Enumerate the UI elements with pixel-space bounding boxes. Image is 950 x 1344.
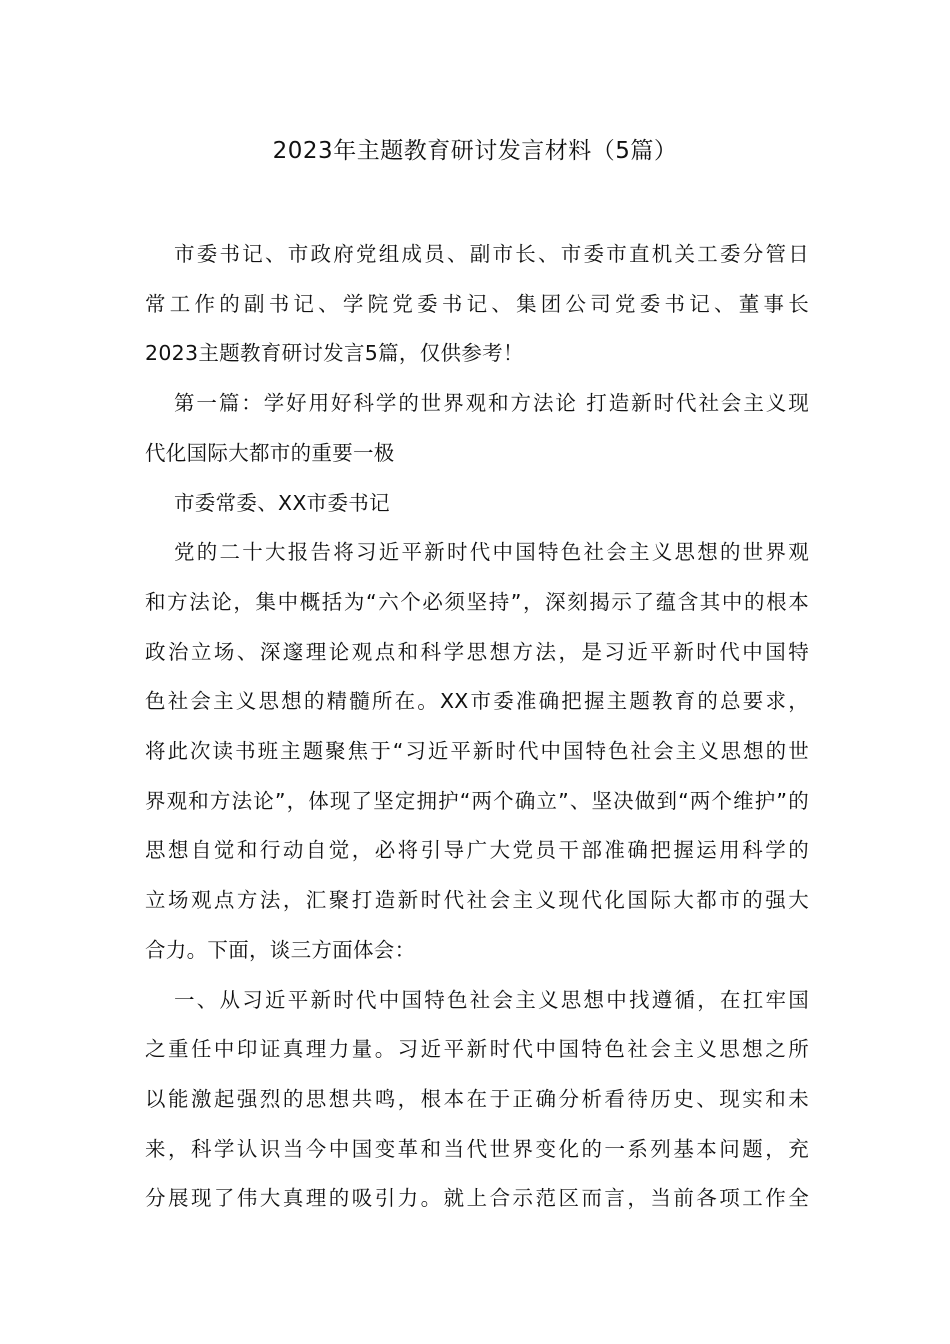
paragraph-first-article-heading	[145, 379, 809, 478]
text-line: 市委书记、市政府党组成员、副市长、市委市直机关工委分管日	[174, 242, 809, 266]
text-line: 界观和方法论”，体现了坚定拥护“两个确立”、坚决做到“两个维护”的	[145, 788, 809, 813]
text-line: 和方法论，集中概括为“六个必须坚持”，深刻揭示了蕴含其中的根本	[145, 589, 809, 614]
paragraph-author	[145, 479, 809, 529]
text-line: 政治立场、深邃理论观点和科学思想方法，是习近平新时代中国特	[145, 639, 809, 664]
document-body	[145, 230, 809, 1224]
paragraph-section-one	[145, 976, 809, 1225]
text-line: 立场观点方法，汇聚打造新时代社会主义现代化国际大都市的强大	[145, 888, 809, 913]
text-line: 色社会主义思想的精髓所在。XX市委准确把握主题教育的总要求，	[145, 689, 809, 714]
text-line: 2023主题教育研讨发言5篇，仅供参考！	[145, 341, 524, 366]
text-line: 常工作的副书记、学院党委书记、集团公司党委书记、董事长	[145, 291, 809, 316]
text-line: 将此次读书班主题聚焦于“习近平新时代中国特色社会主义思想的世	[145, 739, 809, 764]
paragraph-intro	[145, 230, 809, 379]
text-line: 以能激起强烈的思想共鸣，根本在于正确分析看待历史、现实和未	[145, 1086, 809, 1111]
paragraph-report	[145, 528, 809, 975]
document-title: 2023年主题教育研讨发言材料（5篇）	[272, 138, 678, 164]
text-line: 来，科学认识当今中国变革和当代世界变化的一系列基本问题，充	[145, 1136, 809, 1161]
text-line: 一、从习近平新时代中国特色社会主义思想中找遵循，在扛牢国	[174, 987, 809, 1012]
text-line: 市委常委、XX市委书记	[174, 490, 390, 515]
text-line: 党的二十大报告将习近平新时代中国特色社会主义思想的世界观	[174, 540, 809, 565]
text-line: 分展现了伟大真理的吸引力。就上合示范区而言，当前各项工作全	[145, 1186, 809, 1211]
text-line: 第一篇：学好用好科学的世界观和方法论 打造新时代社会主义现	[174, 391, 809, 416]
text-line: 之重任中印证真理力量。习近平新时代中国特色社会主义思想之所	[145, 1037, 809, 1062]
text-line: 代化国际大都市的重要一极	[145, 440, 395, 465]
text-line: 思想自觉和行动自觉，必将引导广大党员干部准确把握运用科学的	[145, 838, 809, 863]
text-line: 合力。下面，谈三方面体会：	[145, 937, 416, 962]
